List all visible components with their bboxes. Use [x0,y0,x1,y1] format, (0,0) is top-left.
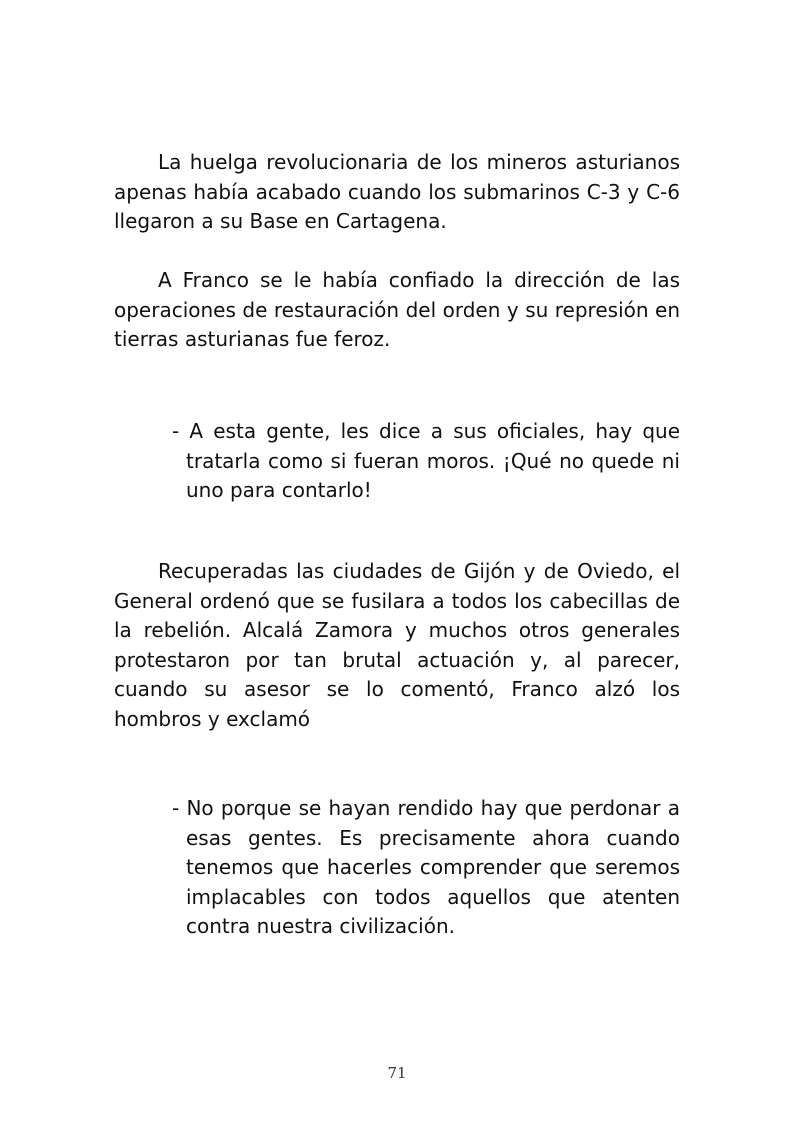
page-number: 71 [387,1064,407,1082]
quote-esta-gente: - A esta gente, les dice a sus oficiales, hay que tratarla como si fueran moros. ¡Qué no quede ni uno para contarlo! [172,419,680,502]
paragraph-huelga: La huelga revolucionaria de los mineros asturianos apenas había acabado cuando los submarinos C-3 y C-6 llegaron a su Base en Cartagena. [114,150,680,233]
paragraph-franco-represion: A Franco se le había confiado la dirección de las operaciones de restauración del orden y su represión en tierras asturianas fue feroz. [114,268,680,351]
quote-no-porque: - No porque se hayan rendido hay que perdonar a esas gentes. Es precisamente ahora cuando tenemos que hacerles comprender que seremos implacables con todos aquellos que atenten contra nuestra civilización. [172,796,680,938]
paragraph-recuperadas: Recuperadas las ciudades de Gijón y de Oviedo, el General ordenó que se fusilara a todos los cabecillas de la rebelión. Alcalá Zamora y muchos otros generales protestaron por tan brutal actuación y, al parecer, cuando su asesor se lo comentó, Franco alzó los hombros y exclamó [114,559,680,731]
